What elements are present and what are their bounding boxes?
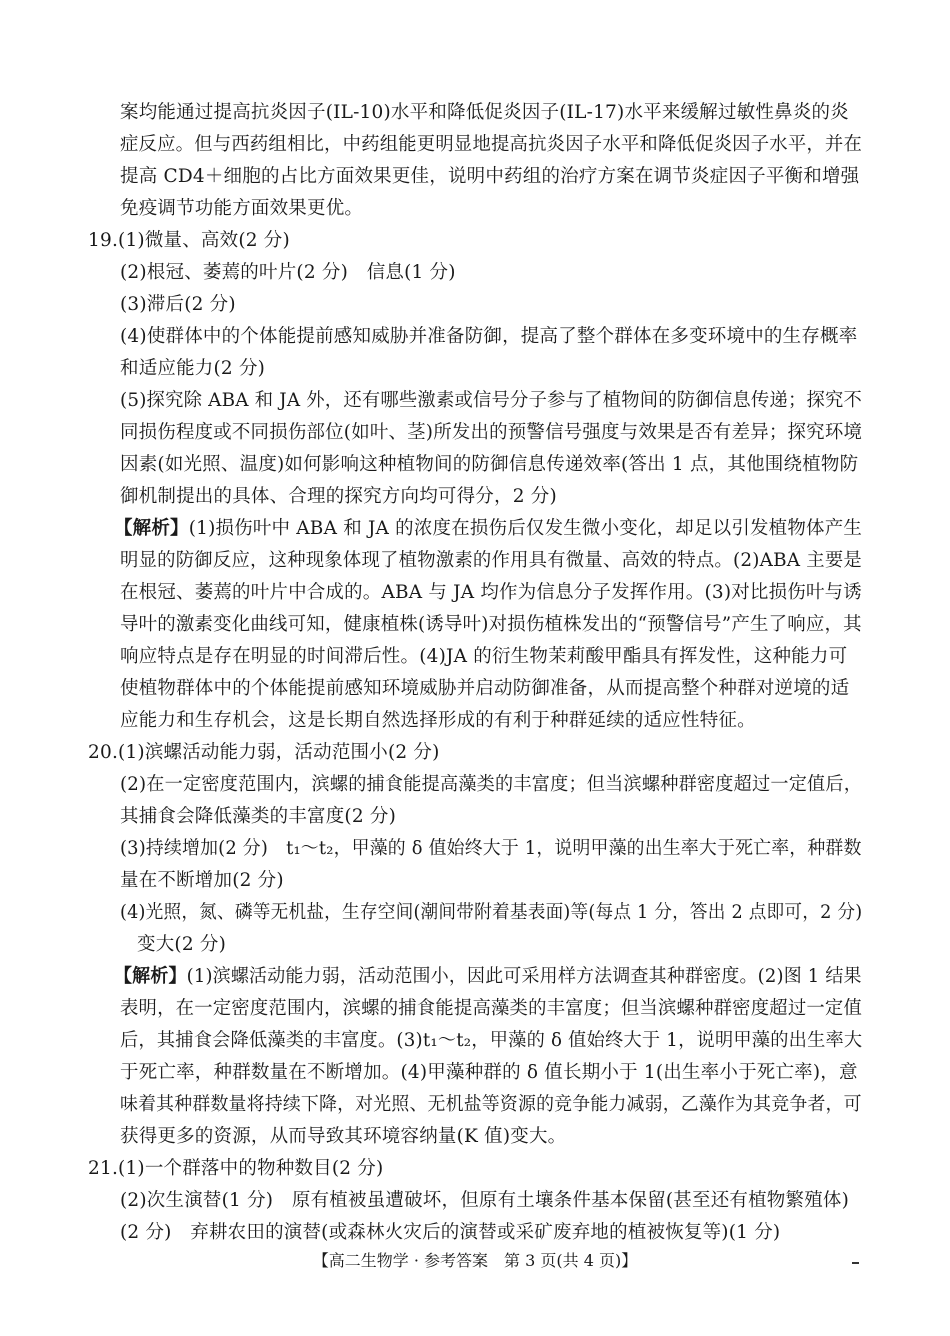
- answer-line: 因素(如光照、温度)如何影响这种植物间的防御信息传递效率(答出 1 点，其他围绕植物防: [120, 454, 859, 475]
- answer-line: (1)微量、高效(2 分): [118, 230, 290, 251]
- analysis-line: 应能力和生存机会，这是长期自然选择形成的有利于种群延续的适应性特征。: [120, 710, 756, 731]
- answer-line: (5)探究除 ABA 和 JA 外，还有哪些激素或信号分子参与了植物间的防御信息传递；探究不: [120, 390, 863, 411]
- answer-line: 变大(2 分): [137, 934, 226, 955]
- answer-line: (4)光照，氮、磷等无机盐，生存空间(潮间带附着基表面)等(每点 1 分，答出 2 点即可，2 分): [120, 902, 863, 923]
- analysis-line: 味着其种群数量将持续下降，对光照、无机盐等资源的竞争能力减弱，乙藻作为其竞争者，可: [120, 1094, 862, 1115]
- analysis-line: [114, 517, 862, 541]
- answer-line: (3)滞后(2 分): [120, 294, 236, 315]
- analysis-line: 导叶的激素变化曲线可知，健康植株(诱导叶)对损伤植株发出的“预警信号”产生了响应，其: [120, 614, 862, 635]
- analysis-line: 明显的防御反应，这种现象体现了植物激素的作用具有微量、高效的特点。(2)ABA 主要是: [120, 550, 863, 571]
- answer-line: 同损伤程度或不同损伤部位(如叶、茎)所发出的预警信号强度与效果是否有差异；探究环境: [120, 422, 863, 443]
- page-footer: 【高二生物学 · 参考答案 第 3 页(共 4 页)】: [312, 1251, 638, 1270]
- question-number: 20.: [88, 742, 119, 763]
- answer-line: (2)次生演替(1 分) 原有植被虽遭破坏，但原有土壤条件基本保留(甚至还有植物繁殖体): [120, 1190, 850, 1211]
- answer-line: 量在不断增加(2 分): [120, 870, 284, 891]
- answer-line: (4)使群体中的个体能提前感知威胁并准备防御，提高了整个群体在多变环境中的生存概率: [120, 326, 858, 347]
- intro-line: 免疫调节功能方面效果更优。: [120, 198, 364, 219]
- question-20: [88, 741, 440, 765]
- answer-line: (3)持续增加(2 分) t₁～t₂，甲藻的 δ 值始终大于 1，说明甲藻的出生率大于死亡率，种群数: [120, 838, 862, 859]
- analysis-line: 在根冠、萎蔫的叶片中合成的。ABA 与 JA 均作为信息分子发挥作用。(3)对比损伤叶与诱: [120, 582, 862, 603]
- analysis-line: 于死亡率，种群数量在不断增加。(4)甲藻种群的 δ 值长期小于 1(出生率小于死亡率)，意: [120, 1062, 858, 1083]
- question-21: [88, 1157, 383, 1181]
- answer-line: (2 分) 弃耕农田的演替(或森林火灾后的演替或采矿废弃地的植被恢复等)(1 分): [120, 1222, 781, 1243]
- question-number: 21.: [88, 1158, 119, 1179]
- analysis-text: (1)滨螺活动能力弱，活动范围小，因此可采用样方法调查其种群密度。(2)图 1 结果: [186, 966, 862, 987]
- analysis-line: [114, 965, 862, 989]
- analysis-line: 后，其捕食会降低藻类的丰富度。(3)t₁～t₂，甲藻的 δ 值始终大于 1，说明甲藻的出生率大: [120, 1030, 863, 1051]
- answer-line: 其捕食会降低藻类的丰富度(2 分): [120, 806, 396, 827]
- analysis-tag: 【解析】: [114, 966, 187, 987]
- answer-line: (2)在一定密度范围内，滨螺的捕食能提高藻类的丰富度；但当滨螺种群密度超过一定值后，: [120, 774, 863, 795]
- analysis-line: 获得更多的资源，从而导致其环境容纳量(K 值)变大。: [120, 1126, 567, 1147]
- analysis-line: 响应特点是存在明显的时间滞后性。(4)JA 的衍生物茉莉酸甲酯具有挥发性，这种能力可: [120, 646, 848, 667]
- analysis-tag: 【解析】: [114, 518, 189, 539]
- intro-line: 提高 CD4＋细胞的占比方面效果更佳，说明中药组的治疗方案在调节炎症因子平衡和增强: [120, 166, 860, 187]
- intro-line: 症反应。但与西药组相比，中药组能更明显地提高抗炎因子水平和降低促炎因子水平，并在: [120, 134, 863, 155]
- answer-line: (1)滨螺活动能力弱，活动范围小(2 分): [118, 742, 440, 763]
- analysis-line: 表明，在一定密度范围内，滨螺的捕食能提高藻类的丰富度；但当滨螺种群密度超过一定值: [120, 998, 863, 1019]
- analysis-line: 使植物群体中的个体能提前感知环境威胁并启动防御准备，从而提高整个种群对逆境的适: [120, 678, 850, 699]
- question-19: [88, 229, 290, 253]
- answer-line: 和适应能力(2 分): [120, 358, 266, 379]
- question-number: 19.: [88, 230, 119, 251]
- answer-line: (1)一个群落中的物种数目(2 分): [118, 1158, 384, 1179]
- intro-line: 案均能通过提高抗炎因子(IL-10)水平和降低促炎因子(IL-17)水平来缓解过敏性鼻炎的炎: [120, 102, 849, 123]
- answer-line: 御机制提出的具体、合理的探究方向均可得分，2 分): [120, 486, 557, 507]
- page-mark: [852, 1262, 859, 1264]
- answer-line: (2)根冠、萎蔫的叶片(2 分) 信息(1 分): [120, 262, 456, 283]
- analysis-text: (1)损伤叶中 ABA 和 JA 的浓度在损伤后仅发生微小变化，却足以引发植物体产生: [188, 518, 863, 539]
